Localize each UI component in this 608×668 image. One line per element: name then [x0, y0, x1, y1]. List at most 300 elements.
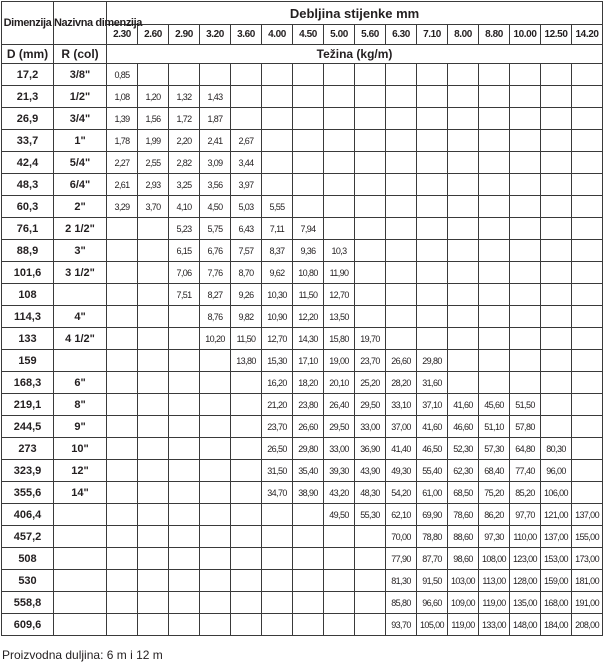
- weight-cell: 10,3: [324, 240, 355, 262]
- weight-cell: [417, 240, 448, 262]
- weight-cell: [479, 306, 510, 328]
- weight-cell: 96,60: [417, 592, 448, 614]
- weight-cell: [324, 64, 355, 86]
- weight-cell: [510, 284, 541, 306]
- weight-cell: 7,51: [169, 284, 200, 306]
- weight-cell: [169, 504, 200, 526]
- weight-cell: [324, 526, 355, 548]
- weight-cell: 1,39: [107, 108, 138, 130]
- table-row: [2, 548, 603, 570]
- weight-cell: [417, 174, 448, 196]
- weight-cell: [417, 262, 448, 284]
- weight-cell: 78,80: [417, 526, 448, 548]
- weight-cell: [138, 504, 169, 526]
- weight-cell: 28,20: [386, 372, 417, 394]
- nominal-size-cell: 4 1/2": [54, 328, 107, 350]
- weight-cell: 51,10: [479, 416, 510, 438]
- r-col-header: R (col): [54, 45, 107, 64]
- weight-cell: 29,80: [293, 438, 324, 460]
- weight-cell: [479, 262, 510, 284]
- weight-cell: [541, 196, 572, 218]
- weight-cell: 97,30: [479, 526, 510, 548]
- weight-cell: [572, 86, 603, 108]
- weight-cell: [107, 240, 138, 262]
- weight-cell: 48,30: [355, 482, 386, 504]
- weight-cell: 3,97: [231, 174, 262, 196]
- weight-cell: 64,80: [510, 438, 541, 460]
- thickness-header-cell: 5.00: [324, 25, 355, 45]
- weight-cell: [448, 108, 479, 130]
- nominal-size-cell: 1/2": [54, 86, 107, 108]
- weight-cell: [231, 64, 262, 86]
- weight-cell: [200, 592, 231, 614]
- nominal-size-cell: 3": [54, 240, 107, 262]
- table-row: [2, 614, 603, 636]
- weight-cell: 33,00: [324, 438, 355, 460]
- weight-cell: [479, 218, 510, 240]
- weight-cell: [479, 284, 510, 306]
- weight-cell: [510, 372, 541, 394]
- weight-cell: [138, 240, 169, 262]
- nominal-size-cell: [54, 526, 107, 548]
- weight-cell: [572, 438, 603, 460]
- weight-cell: [479, 350, 510, 372]
- weight-cell: 33,10: [386, 394, 417, 416]
- nominal-size-cell: 4": [54, 306, 107, 328]
- weight-cell: [355, 130, 386, 152]
- weight-cell: [169, 64, 200, 86]
- weight-cell: 46,50: [417, 438, 448, 460]
- weight-cell: 55,30: [355, 504, 386, 526]
- weight-cell: 3,29: [107, 196, 138, 218]
- weight-cell: [200, 614, 231, 636]
- weight-cell: [541, 306, 572, 328]
- weight-cell: [572, 262, 603, 284]
- weight-cell: [572, 372, 603, 394]
- table-row: [2, 504, 603, 526]
- table-row: [2, 86, 603, 108]
- weight-cell: 119,00: [448, 614, 479, 636]
- weight-cell: 18,20: [293, 372, 324, 394]
- weight-cell: 43,20: [324, 482, 355, 504]
- weight-cell: 128,00: [510, 570, 541, 592]
- weight-cell: [541, 174, 572, 196]
- weight-cell: [200, 548, 231, 570]
- weight-cell: 21,20: [262, 394, 293, 416]
- weight-cell: [510, 130, 541, 152]
- weight-cell: [262, 86, 293, 108]
- weight-cell: 3,70: [138, 196, 169, 218]
- weight-cell: 81,30: [386, 570, 417, 592]
- weight-cell: [138, 328, 169, 350]
- thickness-header-cell: 5.60: [355, 25, 386, 45]
- weight-cell: [169, 592, 200, 614]
- weight-cell: [355, 614, 386, 636]
- table-row: [2, 394, 603, 416]
- weight-cell: [107, 548, 138, 570]
- weight-cell: [355, 526, 386, 548]
- weight-cell: [355, 174, 386, 196]
- weight-cell: [107, 218, 138, 240]
- weight-cell: [572, 482, 603, 504]
- weight-cell: 29,80: [417, 350, 448, 372]
- weight-cell: 36,90: [355, 438, 386, 460]
- thickness-header-cell: 6.30: [386, 25, 417, 45]
- weight-cell: [541, 328, 572, 350]
- dimension-header: Dimenzija: [2, 2, 54, 45]
- weight-cell: 26,60: [293, 416, 324, 438]
- weight-cell: [448, 152, 479, 174]
- weight-cell: [200, 416, 231, 438]
- weight-cell: [510, 108, 541, 130]
- weight-cell: 35,40: [293, 460, 324, 482]
- weight-cell: [572, 196, 603, 218]
- weight-cell: [324, 592, 355, 614]
- weight-header: Težina (kg/m): [107, 45, 603, 64]
- outer-diameter-cell: 21,3: [2, 86, 54, 108]
- weight-cell: [541, 152, 572, 174]
- weight-cell: [510, 262, 541, 284]
- weight-cell: 159,00: [541, 570, 572, 592]
- table-row: [2, 526, 603, 548]
- table-row: [2, 416, 603, 438]
- weight-cell: 13,50: [324, 306, 355, 328]
- weight-cell: [355, 218, 386, 240]
- d-mm-header: D (mm): [2, 45, 54, 64]
- production-length-note: Proizvodna duljina: 6 m i 12 m: [2, 648, 163, 662]
- weight-cell: [417, 86, 448, 108]
- weight-cell: [262, 614, 293, 636]
- weight-cell: [386, 328, 417, 350]
- weight-cell: 7,11: [262, 218, 293, 240]
- weight-cell: [293, 152, 324, 174]
- weight-cell: 3,56: [200, 174, 231, 196]
- outer-diameter-cell: 60,3: [2, 196, 54, 218]
- weight-cell: [417, 152, 448, 174]
- table-row: [2, 328, 603, 350]
- weight-cell: [293, 174, 324, 196]
- weight-cell: [107, 592, 138, 614]
- weight-cell: [417, 108, 448, 130]
- weight-cell: [293, 130, 324, 152]
- weight-cell: 5,75: [200, 218, 231, 240]
- table-row: [2, 240, 603, 262]
- weight-cell: 1,08: [107, 86, 138, 108]
- weight-cell: [448, 130, 479, 152]
- weight-cell: 0,85: [107, 64, 138, 86]
- thickness-header-cell: 14.20: [572, 25, 603, 45]
- outer-diameter-cell: 219,1: [2, 394, 54, 416]
- weight-cell: [355, 284, 386, 306]
- weight-cell: 29,50: [355, 394, 386, 416]
- weight-cell: [138, 614, 169, 636]
- weight-cell: 11,90: [324, 262, 355, 284]
- weight-cell: [448, 86, 479, 108]
- weight-cell: [572, 284, 603, 306]
- weight-cell: 10,80: [293, 262, 324, 284]
- nominal-size-cell: [54, 548, 107, 570]
- weight-cell: [231, 504, 262, 526]
- weight-cell: [293, 526, 324, 548]
- weight-cell: 8,70: [231, 262, 262, 284]
- outer-diameter-cell: 168,3: [2, 372, 54, 394]
- weight-cell: [107, 306, 138, 328]
- weight-cell: 2,82: [169, 152, 200, 174]
- nominal-size-cell: 12": [54, 460, 107, 482]
- wall-thickness-header: Debljina stijenke mm: [107, 2, 603, 25]
- table-body: [2, 64, 603, 636]
- table-row: [2, 262, 603, 284]
- table-row: [2, 438, 603, 460]
- weight-cell: [572, 130, 603, 152]
- outer-diameter-cell: 355,6: [2, 482, 54, 504]
- weight-cell: [355, 196, 386, 218]
- weight-cell: 31,60: [417, 372, 448, 394]
- weight-cell: [107, 526, 138, 548]
- thickness-header-cell: 10.00: [510, 25, 541, 45]
- weight-cell: [510, 196, 541, 218]
- weight-cell: 38,90: [293, 482, 324, 504]
- weight-cell: 77,40: [510, 460, 541, 482]
- weight-cell: 6,43: [231, 218, 262, 240]
- weight-cell: 1,20: [138, 86, 169, 108]
- weight-cell: 113,00: [479, 570, 510, 592]
- thickness-header-cell: 3.20: [200, 25, 231, 45]
- weight-cell: 7,94: [293, 218, 324, 240]
- weight-cell: 1,99: [138, 130, 169, 152]
- weight-cell: [324, 130, 355, 152]
- weight-cell: 110,00: [510, 526, 541, 548]
- weight-cell: [138, 570, 169, 592]
- weight-cell: [541, 262, 572, 284]
- weight-cell: 1,72: [169, 108, 200, 130]
- outer-diameter-cell: 244,5: [2, 416, 54, 438]
- weight-cell: [417, 328, 448, 350]
- outer-diameter-cell: 159: [2, 350, 54, 372]
- weight-cell: 9,36: [293, 240, 324, 262]
- weight-cell: 3,25: [169, 174, 200, 196]
- weight-cell: 109,00: [448, 592, 479, 614]
- weight-cell: [138, 526, 169, 548]
- weight-cell: 4,50: [200, 196, 231, 218]
- nominal-size-cell: 10": [54, 438, 107, 460]
- outer-diameter-cell: 108: [2, 284, 54, 306]
- weight-cell: [479, 372, 510, 394]
- outer-diameter-cell: 530: [2, 570, 54, 592]
- weight-cell: [355, 64, 386, 86]
- weight-cell: 25,20: [355, 372, 386, 394]
- weight-cell: 39,30: [324, 460, 355, 482]
- weight-cell: [355, 240, 386, 262]
- weight-cell: [355, 262, 386, 284]
- weight-cell: 80,30: [541, 438, 572, 460]
- weight-cell: [169, 614, 200, 636]
- weight-cell: [200, 64, 231, 86]
- weight-cell: [448, 262, 479, 284]
- weight-cell: 137,00: [572, 504, 603, 526]
- weight-cell: [386, 218, 417, 240]
- weight-cell: 135,00: [510, 592, 541, 614]
- weight-cell: 9,62: [262, 262, 293, 284]
- thickness-header-cell: 7.10: [417, 25, 448, 45]
- outer-diameter-cell: 114,3: [2, 306, 54, 328]
- weight-cell: [572, 328, 603, 350]
- weight-cell: [386, 130, 417, 152]
- weight-cell: 5,55: [262, 196, 293, 218]
- weight-cell: 12,70: [262, 328, 293, 350]
- weight-cell: [138, 64, 169, 86]
- weight-cell: 10,90: [262, 306, 293, 328]
- weight-cell: [541, 372, 572, 394]
- weight-cell: [293, 108, 324, 130]
- weight-cell: [541, 350, 572, 372]
- weight-cell: [572, 416, 603, 438]
- outer-diameter-cell: 406,4: [2, 504, 54, 526]
- nominal-size-cell: 3/4": [54, 108, 107, 130]
- weight-cell: [138, 306, 169, 328]
- outer-diameter-cell: 457,2: [2, 526, 54, 548]
- weight-cell: [510, 328, 541, 350]
- weight-cell: 15,80: [324, 328, 355, 350]
- weight-cell: 75,20: [479, 482, 510, 504]
- weight-cell: [572, 152, 603, 174]
- weight-cell: [262, 570, 293, 592]
- weight-cell: [417, 284, 448, 306]
- weight-cell: [107, 262, 138, 284]
- thickness-header-cell: 4.50: [293, 25, 324, 45]
- weight-cell: 13,80: [231, 350, 262, 372]
- weight-cell: 1,56: [138, 108, 169, 130]
- weight-cell: [138, 592, 169, 614]
- weight-cell: [200, 372, 231, 394]
- weight-cell: [541, 86, 572, 108]
- weight-cell: [169, 372, 200, 394]
- outer-diameter-cell: 558,8: [2, 592, 54, 614]
- weight-cell: [293, 570, 324, 592]
- weight-cell: [231, 592, 262, 614]
- weight-cell: 55,40: [417, 460, 448, 482]
- outer-diameter-cell: 508: [2, 548, 54, 570]
- weight-cell: [448, 240, 479, 262]
- weight-cell: [541, 240, 572, 262]
- weight-cell: 7,06: [169, 262, 200, 284]
- weight-cell: [572, 394, 603, 416]
- weight-cell: [231, 416, 262, 438]
- table-row: [2, 350, 603, 372]
- weight-cell: 98,60: [448, 548, 479, 570]
- weight-cell: 62,10: [386, 504, 417, 526]
- weight-cell: 49,50: [324, 504, 355, 526]
- weight-cell: [541, 284, 572, 306]
- weight-cell: [107, 284, 138, 306]
- table-row: [2, 284, 603, 306]
- weight-cell: 41,60: [448, 394, 479, 416]
- weight-cell: 68,50: [448, 482, 479, 504]
- weight-cell: 26,50: [262, 438, 293, 460]
- outer-diameter-cell: 88,9: [2, 240, 54, 262]
- weight-cell: [262, 526, 293, 548]
- weight-cell: [448, 350, 479, 372]
- weight-cell: 85,80: [386, 592, 417, 614]
- weight-cell: 155,00: [572, 526, 603, 548]
- weight-cell: [572, 64, 603, 86]
- weight-cell: [510, 240, 541, 262]
- thickness-header-cell: 2.60: [138, 25, 169, 45]
- weight-cell: 26,40: [324, 394, 355, 416]
- weight-cell: [386, 108, 417, 130]
- weight-cell: 2,67: [231, 130, 262, 152]
- outer-diameter-cell: 323,9: [2, 460, 54, 482]
- weight-cell: [572, 306, 603, 328]
- nominal-size-cell: [54, 592, 107, 614]
- weight-cell: [200, 570, 231, 592]
- weight-cell: [200, 460, 231, 482]
- weight-cell: 97,70: [510, 504, 541, 526]
- weight-cell: 61,00: [417, 482, 448, 504]
- weight-cell: [138, 262, 169, 284]
- weight-cell: [262, 504, 293, 526]
- weight-cell: 37,10: [417, 394, 448, 416]
- weight-cell: [262, 592, 293, 614]
- weight-cell: [107, 570, 138, 592]
- weight-cell: 103,00: [448, 570, 479, 592]
- weight-cell: 88,60: [448, 526, 479, 548]
- weight-cell: 86,20: [479, 504, 510, 526]
- nominal-size-cell: [54, 284, 107, 306]
- nominal-dimension-header: Nazivna dimenzija: [54, 2, 107, 45]
- weight-cell: [293, 196, 324, 218]
- weight-cell: 12,20: [293, 306, 324, 328]
- weight-cell: 23,70: [355, 350, 386, 372]
- weight-cell: 9,82: [231, 306, 262, 328]
- weight-cell: 108,00: [479, 548, 510, 570]
- weight-cell: [231, 394, 262, 416]
- nominal-size-cell: [54, 614, 107, 636]
- weight-cell: 2,27: [107, 152, 138, 174]
- weight-cell: [541, 218, 572, 240]
- weight-cell: 173,00: [572, 548, 603, 570]
- weight-cell: [138, 372, 169, 394]
- weight-cell: 4,10: [169, 196, 200, 218]
- weight-cell: [355, 306, 386, 328]
- weight-cell: 23,70: [262, 416, 293, 438]
- nominal-size-cell: 9": [54, 416, 107, 438]
- weight-cell: [138, 416, 169, 438]
- weight-cell: 5,23: [169, 218, 200, 240]
- thickness-header-cell: 12.50: [541, 25, 572, 45]
- weight-cell: [138, 394, 169, 416]
- weight-cell: [479, 174, 510, 196]
- weight-cell: [107, 504, 138, 526]
- weight-cell: 123,00: [510, 548, 541, 570]
- outer-diameter-cell: 33,7: [2, 130, 54, 152]
- weight-cell: 70,00: [386, 526, 417, 548]
- weight-cell: [107, 350, 138, 372]
- weight-cell: 15,30: [262, 350, 293, 372]
- weight-cell: [293, 504, 324, 526]
- nominal-size-cell: [54, 504, 107, 526]
- weight-cell: [324, 218, 355, 240]
- weight-cell: [138, 350, 169, 372]
- weight-cell: [324, 108, 355, 130]
- weight-cell: [138, 218, 169, 240]
- weight-cell: [417, 196, 448, 218]
- weight-cell: 62,30: [448, 460, 479, 482]
- weight-cell: [355, 108, 386, 130]
- weight-cell: 34,70: [262, 482, 293, 504]
- weight-cell: [138, 482, 169, 504]
- weight-cell: 14,30: [293, 328, 324, 350]
